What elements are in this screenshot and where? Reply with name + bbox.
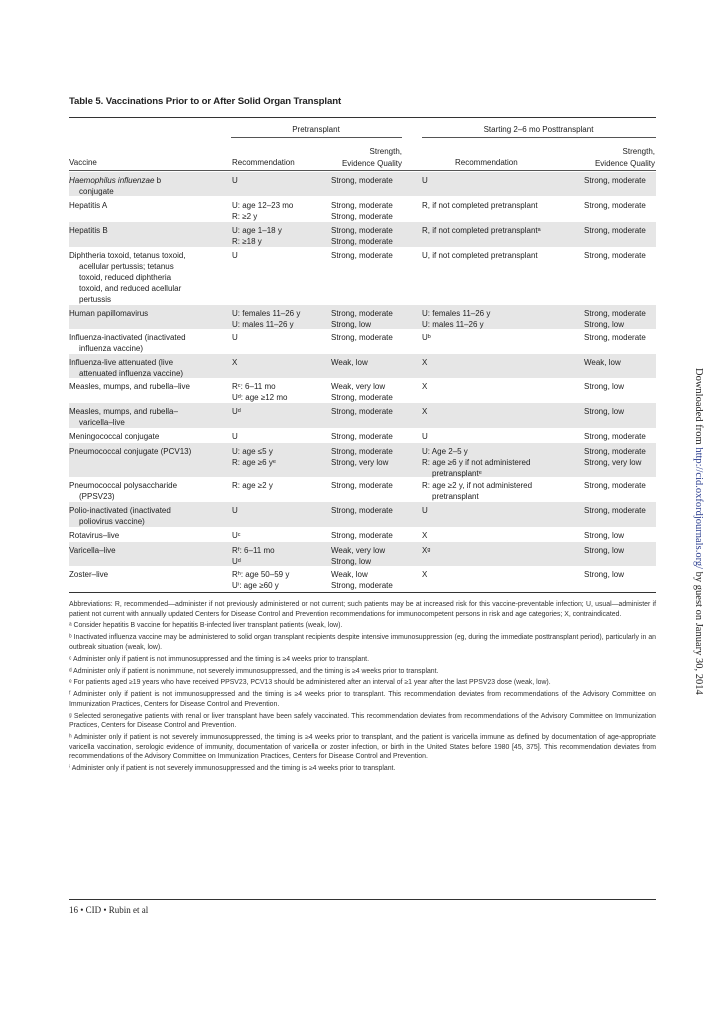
pre-strength-cell — [331, 250, 411, 261]
post-strength-cell — [584, 308, 659, 330]
pre-recommendation-cell — [232, 446, 327, 468]
cell-line: Strong, moderate — [331, 176, 393, 185]
cell-line: Rᶜ: 6–11 mo — [232, 382, 276, 391]
cell-line: X — [422, 382, 428, 391]
footnote: ᵉ For patients aged ≥19 years who have received PPSV23, PCV13 should be administered after an interval of ≥1 year after the last PPSV23 dose (weak, low). — [69, 679, 551, 687]
post-recommendation-cell — [422, 308, 577, 330]
post-recommendation-cell — [422, 545, 577, 556]
cell-line: Xᵍ — [422, 546, 431, 555]
cell-line: Strong, moderate — [331, 481, 393, 490]
download-notice — [693, 368, 704, 695]
pre-strength-cell — [331, 175, 411, 186]
post-recommendation-cell — [422, 530, 577, 541]
pre-strength-cell — [331, 332, 411, 343]
footnote: ⁱ Administer only if patient is not severely immunosuppressed and the timing is ≥4 weeks prior to transplant. — [69, 765, 396, 773]
cell-line: U: males 11–26 y — [232, 320, 294, 329]
vaccine-cell — [69, 480, 219, 502]
cell-line: Strong, moderate — [331, 212, 393, 221]
cell-line: Strong, moderate — [331, 201, 393, 210]
cell-line: Strong, moderate — [584, 309, 646, 318]
post-recommendation-cell — [422, 480, 577, 502]
cell-line: Strong, moderate — [584, 447, 646, 456]
post-recommendation-cell — [422, 505, 577, 516]
cell-line: R: ≥2 y — [232, 212, 258, 221]
column-header-pre-strength — [330, 146, 402, 169]
cell-line: Strong, moderate — [584, 226, 646, 235]
post-strength-cell — [584, 200, 659, 211]
cell-line: U, if not completed pretransplant — [422, 251, 538, 260]
cell-line: X — [232, 358, 238, 367]
header-strength-line2: Evidence Quality — [341, 158, 402, 168]
cell-line: pretransplant — [432, 492, 479, 501]
pre-recommendation-cell — [232, 175, 327, 186]
cell-line: U — [422, 176, 428, 185]
table-row — [69, 477, 656, 502]
cell-line: Strong, moderate — [584, 176, 646, 185]
cell-line: Strong, moderate — [584, 506, 646, 515]
cell-line: Uᵈ: age ≥12 mo — [232, 393, 288, 402]
cell-line: Rʰ: age 50–59 y — [232, 570, 290, 579]
pre-strength-cell — [331, 406, 411, 417]
post-strength-cell — [584, 505, 659, 516]
cell-line: U — [232, 333, 238, 342]
pre-strength-cell — [331, 480, 411, 491]
vaccine-cell — [69, 332, 219, 354]
cell-line: Pneumococcal polysaccharide — [69, 481, 178, 490]
pre-recommendation-cell — [232, 250, 327, 261]
pre-recommendation-cell — [232, 308, 327, 330]
footnotes — [69, 600, 656, 776]
post-recommendation-cell — [422, 381, 577, 392]
cell-line: conjugate — [79, 187, 114, 196]
cell-line: R: ≥18 y — [232, 237, 262, 246]
cell-line: Strong, very low — [584, 458, 642, 467]
post-strength-cell — [584, 446, 659, 468]
pre-recommendation-cell — [232, 431, 327, 442]
cell-line: Uᵈ — [232, 557, 241, 566]
cell-line: Polio-inactivated (inactivated — [69, 506, 171, 515]
pre-strength-cell — [331, 431, 411, 442]
cell-line: Strong, moderate — [331, 506, 393, 515]
post-strength-cell — [584, 357, 659, 368]
header-strength-line2: Evidence Quality — [594, 158, 655, 168]
footnote: ᵃ Consider hepatitis B vaccine for hepatitis B-infected liver transplant patients (weak, low). — [69, 622, 343, 630]
table-row — [69, 197, 656, 222]
pre-strength-cell — [331, 446, 411, 468]
footnote: ᶜ Administer only if patient is not immunosuppressed and the timing is ≥4 weeks prior to transplant. — [69, 655, 369, 663]
cell-line: poliovirus vaccine) — [79, 517, 145, 526]
cell-line: acellular pertussis; tetanus — [79, 262, 174, 271]
post-strength-cell — [584, 480, 659, 491]
cell-line: Strong, low — [584, 382, 625, 391]
cell-line: Measles, mumps, and rubella–live — [69, 382, 190, 391]
header-strength-line1: Strength, — [369, 147, 402, 156]
cell-line: R: age ≥6 y if not administered — [422, 458, 531, 467]
page-footer: 16 • CID • Rubin et al — [69, 905, 149, 915]
pre-strength-cell — [331, 200, 411, 222]
post-recommendation-cell — [422, 357, 577, 368]
vaccine-cell — [69, 357, 219, 379]
post-strength-cell — [584, 545, 659, 556]
cell-line: Strong, moderate — [584, 333, 646, 342]
cell-line: Weak, low — [331, 570, 368, 579]
cell-line: Haemophilus influenzae b — [69, 176, 162, 185]
cell-line: Strong, moderate — [584, 432, 646, 441]
cell-line: Varicella–live — [69, 546, 116, 555]
cell-line: Weak, very low — [331, 546, 386, 555]
table-row — [69, 403, 656, 428]
pre-strength-cell — [331, 545, 411, 567]
table-row — [69, 172, 656, 196]
group-header-posttransplant: Starting 2–6 mo Posttransplant — [483, 125, 594, 134]
pre-recommendation-cell — [232, 357, 327, 368]
cell-line: U: age ≤5 y — [232, 447, 273, 456]
table-row — [69, 247, 656, 305]
cell-line: Strong, moderate — [331, 432, 393, 441]
vaccine-cell — [69, 530, 219, 541]
cell-line: Strong, moderate — [331, 237, 393, 246]
vaccine-cell — [69, 505, 219, 527]
cell-line: U: females 11–26 y — [422, 309, 491, 318]
cell-line: Strong, very low — [331, 458, 389, 467]
vaccine-cell — [69, 250, 219, 305]
post-recommendation-cell — [422, 200, 577, 211]
post-strength-cell — [584, 250, 659, 261]
cell-line: Influenza-inactivated (inactivated — [69, 333, 186, 342]
pre-strength-cell — [331, 225, 411, 247]
pre-recommendation-cell — [232, 480, 327, 491]
table-row — [69, 222, 656, 247]
pre-recommendation-cell — [232, 406, 327, 417]
column-header-post-recommendation: Recommendation — [455, 158, 518, 167]
cell-line: Strong, low — [331, 557, 372, 566]
cell-line: R, if not completed pretransplantᵃ — [422, 226, 541, 235]
table-row — [69, 378, 656, 403]
pre-strength-cell — [331, 505, 411, 516]
table-row — [69, 502, 656, 527]
column-header-pre-recommendation: Recommendation — [232, 158, 295, 167]
cell-line: Strong, moderate — [331, 309, 393, 318]
cell-line: pertussis — [79, 295, 112, 304]
table-top-rule — [69, 117, 656, 118]
cell-line: Hepatitis A — [69, 201, 108, 210]
cell-line: U — [422, 506, 428, 515]
cell-line: Strong, low — [584, 320, 625, 329]
cell-line: Strong, moderate — [331, 333, 393, 342]
table-row — [69, 566, 656, 592]
cell-line: Strong, moderate — [584, 201, 646, 210]
cell-line: varicella–live — [79, 418, 125, 427]
post-strength-cell — [584, 381, 659, 392]
post-strength-cell — [584, 569, 659, 580]
group-header-pretransplant: Pretransplant — [292, 125, 340, 134]
post-recommendation-cell — [422, 225, 577, 236]
cell-line: Strong, moderate — [584, 481, 646, 490]
cell-line: U — [422, 432, 428, 441]
cell-line: toxoid, reduced diphtheria — [79, 273, 172, 282]
cell-line: Rotavirus–live — [69, 531, 120, 540]
cell-line: U — [232, 506, 238, 515]
cell-line: Strong, moderate — [331, 393, 393, 402]
footnote: ʰ Administer only if patient is not severely immunosuppressed, the timing is ≥4 weeks prior to transplant, and the patient is varicella immune as defined by documentation of age-appropriate varicella vaccination, serologic evidence of immunity, documentation of varicella or zoster infection, or birth in the United States before 1980 [45, 375]. This recommendation deviates from recommendations of the Advisory Committee on Immunization Practices, Centers for Disease Control and Prevention. — [69, 734, 656, 761]
cell-line: (PPSV23) — [79, 492, 115, 501]
footnote: ᵈ Administer only if patient is nonimmune, not severely immunosuppressed, and the timing is ≥4 weeks prior to transplant. — [69, 667, 439, 675]
cell-line: Strong, low — [584, 407, 625, 416]
footer-rule — [69, 899, 656, 900]
footnote: ᶠ Administer only if patient is not immunosuppressed and the timing is ≥4 weeks prior to transplant. This recommendation deviates from recommendations of the Advisory Committee on Immunization Practices, Centers for Disease Control and Prevention. — [69, 691, 656, 708]
cell-line: Strong, moderate — [331, 251, 393, 260]
table-title: Table 5. Vaccinations Prior to or After Solid Organ Transplant — [69, 96, 342, 107]
post-strength-cell — [584, 530, 659, 541]
cell-line: pretransplantᵉ — [432, 469, 482, 478]
cell-line: U: age 1–18 y — [232, 226, 282, 235]
pre-strength-cell — [331, 569, 411, 591]
post-recommendation-cell — [422, 569, 577, 580]
pre-strength-cell — [331, 357, 411, 368]
cell-line: Pneumococcal conjugate (PCV13) — [69, 447, 192, 456]
cell-line: influenza vaccine) — [79, 344, 144, 353]
pre-strength-cell — [331, 381, 411, 403]
table-row — [69, 329, 656, 354]
column-header-post-strength — [583, 146, 655, 169]
pre-strength-cell — [331, 530, 411, 541]
cell-line: Strong, moderate — [584, 251, 646, 260]
vaccine-cell — [69, 225, 219, 236]
vaccine-cell — [69, 200, 219, 211]
cell-line: Weak, very low — [331, 382, 386, 391]
group-rule-posttransplant — [422, 137, 656, 138]
header-bottom-rule — [69, 170, 656, 171]
cell-line: Strong, low — [584, 570, 625, 579]
vaccine-cell — [69, 406, 219, 428]
cell-line: Uᵈ — [232, 407, 241, 416]
table-row — [69, 305, 656, 329]
cell-line: Strong, moderate — [331, 581, 393, 590]
cell-line: U — [232, 432, 238, 441]
cell-line: X — [422, 570, 428, 579]
species-name: Haemophilus influenzae — [69, 176, 155, 185]
pre-recommendation-cell — [232, 225, 327, 247]
post-strength-cell — [584, 225, 659, 236]
post-recommendation-cell — [422, 250, 577, 261]
cell-line: Strong, moderate — [331, 531, 393, 540]
table-row — [69, 354, 656, 378]
cell-line: Strong, low — [584, 546, 625, 555]
cell-line: Strong, low — [584, 531, 625, 540]
cell-line: Hepatitis B — [69, 226, 108, 235]
cell-line: U — [232, 176, 238, 185]
table-row — [69, 443, 656, 477]
cell-line: Strong, moderate — [331, 407, 393, 416]
pre-recommendation-cell — [232, 332, 327, 343]
cell-line: Zoster–live — [69, 570, 109, 579]
cell-line: X — [422, 531, 428, 540]
abbreviations-note: Abbreviations: R, recommended—administer if not previously administered or not current; such patients may be at increased risk for this vaccine-preventable infection; U, usual—administer if patient not current with annually updated Centers for Disease Control and Prevention recommendations for immunocompetent persons in risk and age categories; X, contraindicated. — [69, 601, 656, 618]
cell-line: U: Age 2–5 y — [422, 447, 468, 456]
post-recommendation-cell — [422, 446, 577, 479]
table-row — [69, 542, 656, 566]
cell-line: R: age ≥2 y — [232, 481, 273, 490]
cell-line: Weak, low — [584, 358, 621, 367]
cell-line: attenuated influenza vaccine) — [79, 369, 184, 378]
cell-line: R: age ≥2 y, if not administered — [422, 481, 533, 490]
cell-line: X — [422, 407, 428, 416]
cell-line: Strong, moderate — [331, 226, 393, 235]
post-recommendation-cell — [422, 332, 577, 343]
download-suffix: by guest on January 30, 2014 — [693, 569, 704, 695]
pre-recommendation-cell — [232, 505, 327, 516]
vaccine-cell — [69, 446, 219, 457]
cell-line: U: females 11–26 y — [232, 309, 301, 318]
vaccine-cell — [69, 308, 219, 319]
cell-line: Weak, low — [331, 358, 368, 367]
journal-link[interactable]: http://cid.oxfordjournals.org/ — [693, 447, 704, 570]
header-strength-line1: Strength, — [622, 147, 655, 156]
column-header-vaccine: Vaccine — [69, 158, 97, 167]
cell-line: U — [232, 251, 238, 260]
cell-line: U: age 12–23 mo — [232, 201, 294, 210]
cell-line: X — [422, 358, 428, 367]
vaccine-cell — [69, 381, 219, 392]
pre-recommendation-cell — [232, 569, 327, 591]
cell-line: Rᶠ: 6–11 mo — [232, 546, 275, 555]
cell-line: Strong, moderate — [331, 447, 393, 456]
vaccine-cell — [69, 545, 219, 556]
cell-line: Human papillomavirus — [69, 309, 149, 318]
pre-recommendation-cell — [232, 200, 327, 222]
cell-line: Uⁱ: age ≥60 y — [232, 581, 279, 590]
table-row — [69, 428, 656, 443]
cell-line: Uᵇ — [422, 333, 431, 342]
cell-line: Influenza-live attenuated (live — [69, 358, 174, 367]
download-prefix: Downloaded from — [693, 368, 704, 448]
cell-line: R, if not completed pretransplant — [422, 201, 538, 210]
table-bottom-rule — [69, 592, 656, 593]
pre-recommendation-cell — [232, 545, 327, 567]
pre-recommendation-cell — [232, 530, 327, 541]
post-strength-cell — [584, 406, 659, 417]
post-recommendation-cell — [422, 175, 577, 186]
group-rule-pretransplant — [231, 137, 402, 138]
post-strength-cell — [584, 431, 659, 442]
cell-line: Measles, mumps, and rubella– — [69, 407, 178, 416]
cell-line: Meningococcal conjugate — [69, 432, 160, 441]
vaccine-cell — [69, 175, 219, 197]
vaccine-cell — [69, 431, 219, 442]
post-recommendation-cell — [422, 431, 577, 442]
cell-line: Uᶜ — [232, 531, 241, 540]
cell-line: Diphtheria toxoid, tetanus toxoid, — [69, 251, 186, 260]
cell-line: R: age ≥6 yᵉ — [232, 458, 276, 467]
footnote: ᵍ Selected seronegative patients with renal or liver transplant have been safely vaccinated. This recommendation deviates from recommendations of the Advisory Committee on Immunization Practices, Centers for Disease Control and Prevention. — [69, 712, 656, 730]
post-strength-cell — [584, 175, 659, 186]
pre-strength-cell — [331, 308, 411, 330]
vaccine-cell — [69, 569, 219, 580]
table-row — [69, 527, 656, 542]
footnote: ᵇ Inactivated influenza vaccine may be administered to solid organ transplant recipients despite intensive immunosuppression (eg, during the immediate posttransplant period), particularly in an outbreak situation (weak, low). — [69, 634, 656, 651]
pre-recommendation-cell — [232, 381, 327, 403]
post-strength-cell — [584, 332, 659, 343]
cell-line: toxoid, and reduced acellular — [79, 284, 182, 293]
post-recommendation-cell — [422, 406, 577, 417]
cell-line: Strong, low — [331, 320, 372, 329]
cell-line: U: males 11–26 y — [422, 320, 484, 329]
